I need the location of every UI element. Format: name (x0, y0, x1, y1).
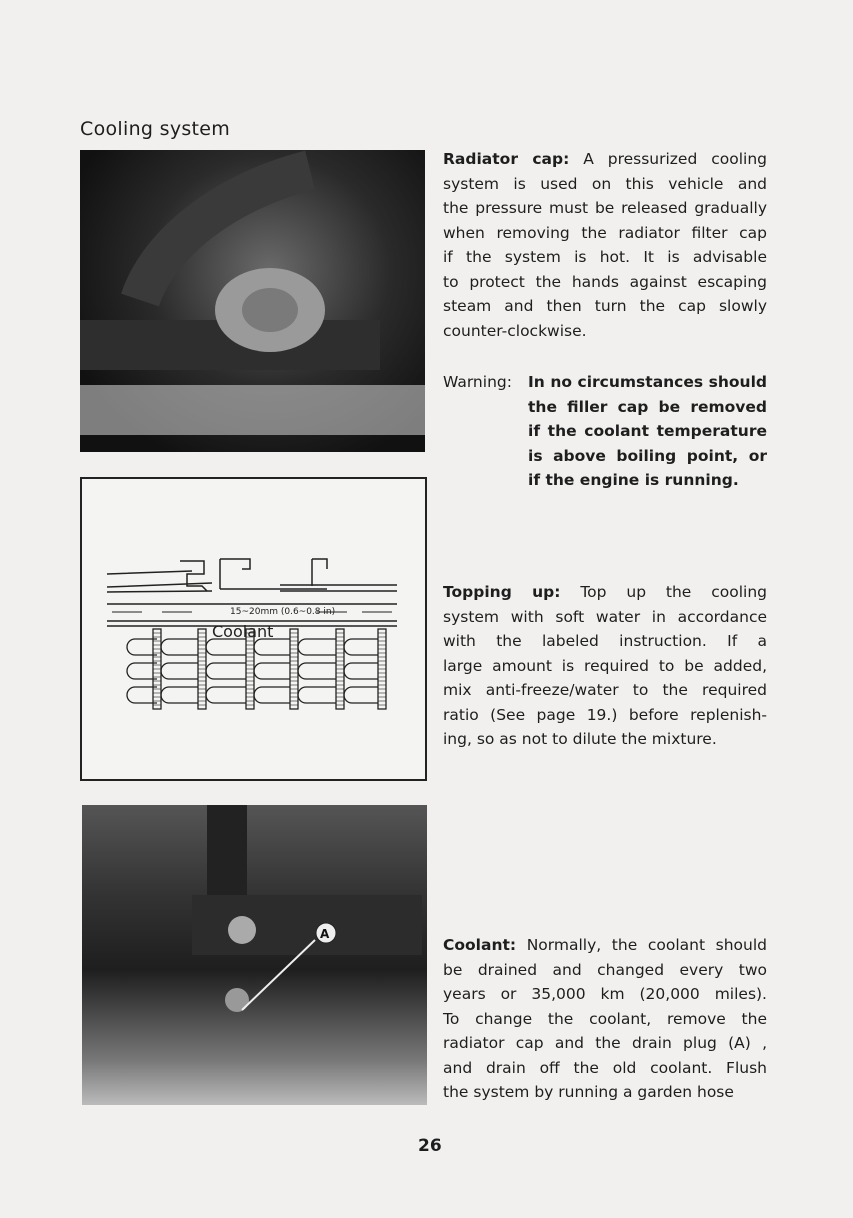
warning-line: if the engine is running. (528, 471, 739, 489)
dimension-label: 15~20mm (0.6~0.8 in) (230, 607, 336, 617)
text-line (443, 703, 767, 728)
paragraph-text: when removing the radiator filter cap (443, 223, 767, 242)
text-line (443, 1007, 767, 1032)
fin-loop (298, 663, 336, 679)
paragraph-text: mix anti-freeze/water to the required (443, 681, 767, 699)
fin-loop (161, 687, 198, 703)
text-line (443, 654, 767, 679)
fin-loop (298, 639, 336, 655)
paragraph-text: the pressure must be released gradually (443, 199, 767, 217)
text-line (443, 294, 767, 319)
paragraph-text: and drain off the old coolant. Flush (443, 1058, 767, 1077)
paragraph-text: system is used on this vehicle and (443, 174, 767, 193)
paragraph-heading: Topping up: (443, 583, 561, 601)
paragraph-text: the system by running a garden hose (443, 1083, 734, 1101)
fin-loop (344, 687, 378, 703)
drain-plug-photo-art (82, 805, 427, 1105)
paragraph-text: steam and then turn the cap slowly (443, 297, 767, 315)
fin-loop (254, 639, 290, 655)
text-line (443, 196, 767, 221)
radiator-cross-section (82, 479, 425, 779)
text-line (443, 1031, 767, 1056)
radiator-cap-photo-art (80, 150, 425, 452)
text-line (443, 605, 767, 630)
fin-loop (344, 663, 378, 679)
text-line (443, 147, 767, 172)
text-line (443, 678, 767, 703)
page-title: Cooling system (80, 118, 231, 140)
radiator-cap-paragraph (443, 147, 767, 343)
paragraph-text: years or 35,000 km (20,000 miles). (443, 985, 767, 1003)
fin-loop (298, 687, 336, 703)
text-line (443, 221, 767, 246)
coolant-level-diagram (80, 477, 427, 781)
paragraph-text: A pressurized cooling (569, 150, 767, 168)
paragraph-text: if the system is hot. It is advisable (443, 248, 767, 266)
coolant-label: Coolant (212, 622, 274, 641)
warning-line: In no circumstances should (528, 373, 767, 391)
radiator-cap-photo (80, 150, 425, 452)
warning-label: Warning: (443, 373, 512, 391)
text-line (443, 958, 767, 983)
paragraph-text: ing, so as not to dilute the mixture. (443, 730, 717, 748)
fin-loop (161, 663, 198, 679)
page-number: 26 (418, 1136, 442, 1156)
paragraph-text: system with soft water in accordance (443, 607, 767, 626)
paragraph-heading: Radiator cap: (443, 150, 570, 168)
text-line (443, 172, 767, 197)
fin-loop (254, 687, 290, 703)
fin-loop (206, 663, 246, 679)
text-line (443, 933, 767, 958)
paragraph-text: counter-clockwise. (443, 321, 587, 340)
topping-up-paragraph (443, 580, 767, 752)
fin-loop (206, 687, 246, 703)
text-line (443, 270, 767, 295)
fin-loop (254, 663, 290, 679)
text-line (443, 1056, 767, 1081)
fin-loop (161, 639, 198, 655)
text-line (443, 727, 767, 752)
paragraph-text: be drained and changed every two (443, 960, 767, 979)
paragraph-text: ratio (See page 19.) before replenish- (443, 705, 767, 724)
paragraph-text: with the labeled instruction. If a (443, 632, 767, 650)
paragraph-text: To change the coolant, remove the (443, 1009, 767, 1028)
warning-line: if the coolant temperature (528, 422, 767, 440)
drain-plug-photo (82, 805, 427, 1105)
fin-loop (206, 639, 246, 655)
text-line (443, 245, 767, 270)
text-line (443, 1080, 767, 1105)
warning-line: the filler cap be removed (528, 397, 767, 416)
paragraph-text: Normally, the coolant should (516, 936, 767, 954)
text-line (443, 629, 767, 654)
paragraph-text: large amount is required to be added, (443, 656, 767, 675)
text-line (443, 319, 767, 344)
paragraph-heading: Coolant: (443, 936, 517, 954)
fin-loop (344, 639, 378, 655)
text-line (443, 580, 767, 605)
paragraph-text: Top up the cooling (560, 583, 767, 601)
paragraph-text: radiator cap and the drain plug (A) , (443, 1034, 767, 1052)
paragraph-text: to protect the hands against escaping (443, 272, 767, 291)
callout-a: A (320, 927, 330, 941)
warning-line: is above boiling point, or (528, 446, 767, 465)
coolant-paragraph (443, 933, 767, 1105)
text-line (443, 982, 767, 1007)
